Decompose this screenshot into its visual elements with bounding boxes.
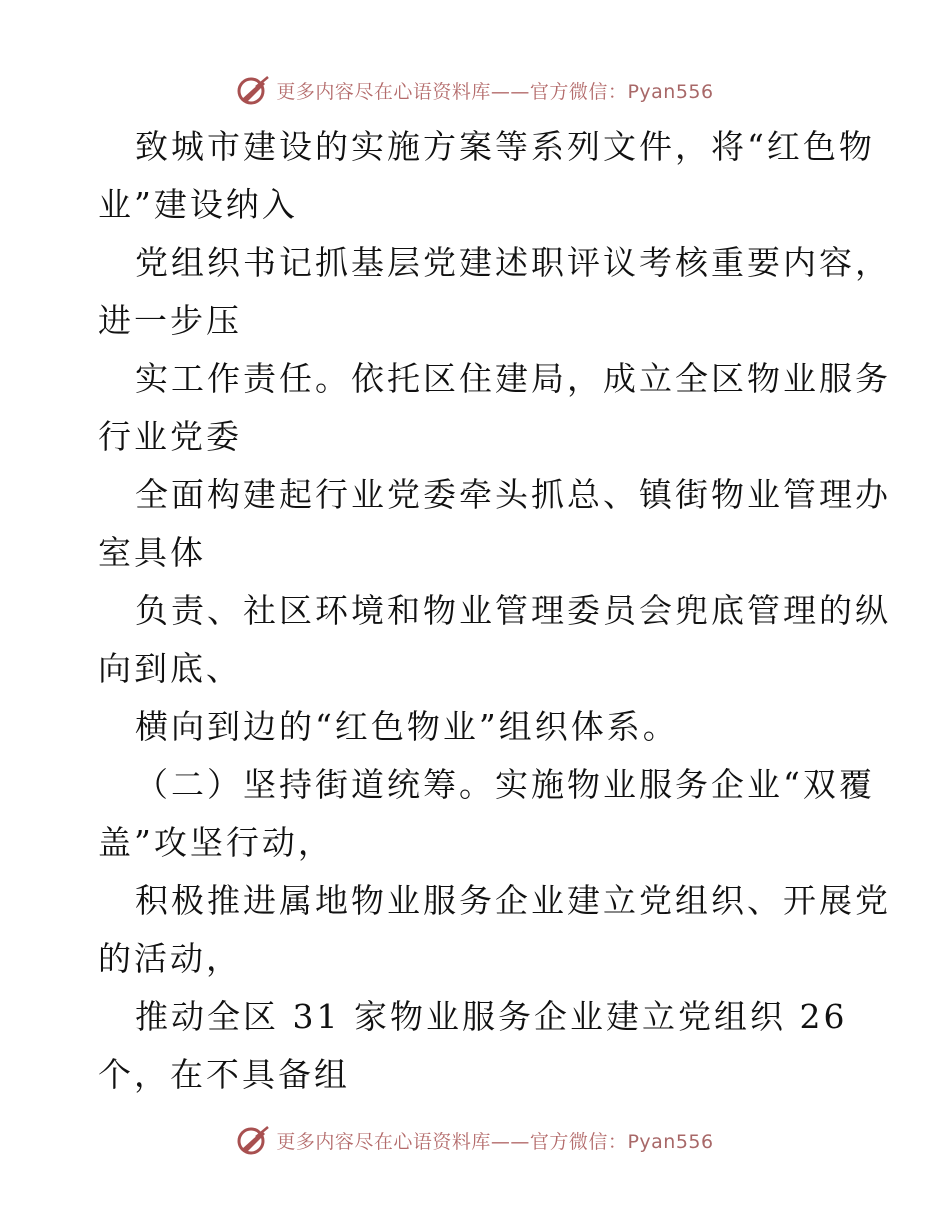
paragraph-3 <box>98 350 891 466</box>
paragraph-9 <box>98 988 858 1104</box>
paragraph-2-line-2: 进一步压 <box>98 301 242 340</box>
watermark-label: 官方微信： <box>529 1130 628 1153</box>
paragraph-4-line-2: 室具体 <box>98 533 206 572</box>
paragraph-6 <box>98 698 858 756</box>
paragraph-1-line-2: 业”建设纳入 <box>98 185 298 224</box>
paragraph-3-line-2: 行业党委 <box>98 417 242 456</box>
paragraph-4-line-1: 全面构建起行业党委牵头抓总、镇街物业管理办 <box>135 475 891 514</box>
paragraph-2-line-1: 党组织书记抓基层党建述职评议考核重要内容， <box>135 243 891 282</box>
paragraph-7-line-2: 盖”攻坚行动， <box>98 823 334 862</box>
paragraph-4 <box>98 466 891 582</box>
watermark-text <box>276 1127 713 1154</box>
quill-pen-seal-icon <box>236 1125 270 1155</box>
quill-pen-seal-icon <box>236 75 270 105</box>
paragraph-8-line-1: 积极推进属地物业服务企业建立党组织、开展党 <box>135 881 891 920</box>
document-body <box>98 118 891 1104</box>
paragraph-7 <box>98 756 875 872</box>
watermark-label: 官方微信： <box>529 80 628 103</box>
paragraph-6-line-1: 横向到边的“红色物业”组织体系。 <box>135 707 679 746</box>
footer-watermark <box>0 1122 950 1158</box>
watermark-account: Pyan556 <box>627 1130 714 1153</box>
watermark-main-text: 更多内容尽在心语资料库 <box>276 80 491 103</box>
paragraph-5 <box>98 582 891 698</box>
paragraph-2 <box>98 234 891 350</box>
header-watermark <box>0 72 950 108</box>
paragraph-8-line-2: 的活动， <box>98 939 242 978</box>
paragraph-9-line-1: 推动全区 31 家物业服务企业建立党组织 26 <box>135 997 848 1036</box>
watermark-separator: —— <box>490 80 530 103</box>
paragraph-8 <box>98 872 891 988</box>
paragraph-9-line-2: 个，在不具备组 <box>98 1055 350 1094</box>
paragraph-3-line-1: 实工作责任。依托区住建局，成立全区物业服务 <box>135 359 891 398</box>
watermark-separator: —— <box>490 1130 530 1153</box>
paragraph-7-line-1: （二）坚持街道统筹。实施物业服务企业“双覆 <box>135 765 875 804</box>
watermark-account: Pyan556 <box>627 80 714 103</box>
paragraph-1 <box>98 118 875 234</box>
watermark-main-text: 更多内容尽在心语资料库 <box>276 1130 491 1153</box>
paragraph-5-line-1: 负责、社区环境和物业管理委员会兜底管理的纵 <box>135 591 891 630</box>
paragraph-1-line-1: 致城市建设的实施方案等系列文件，将“红色物 <box>135 127 875 166</box>
paragraph-5-line-2: 向到底、 <box>98 649 242 688</box>
watermark-text <box>276 77 713 104</box>
